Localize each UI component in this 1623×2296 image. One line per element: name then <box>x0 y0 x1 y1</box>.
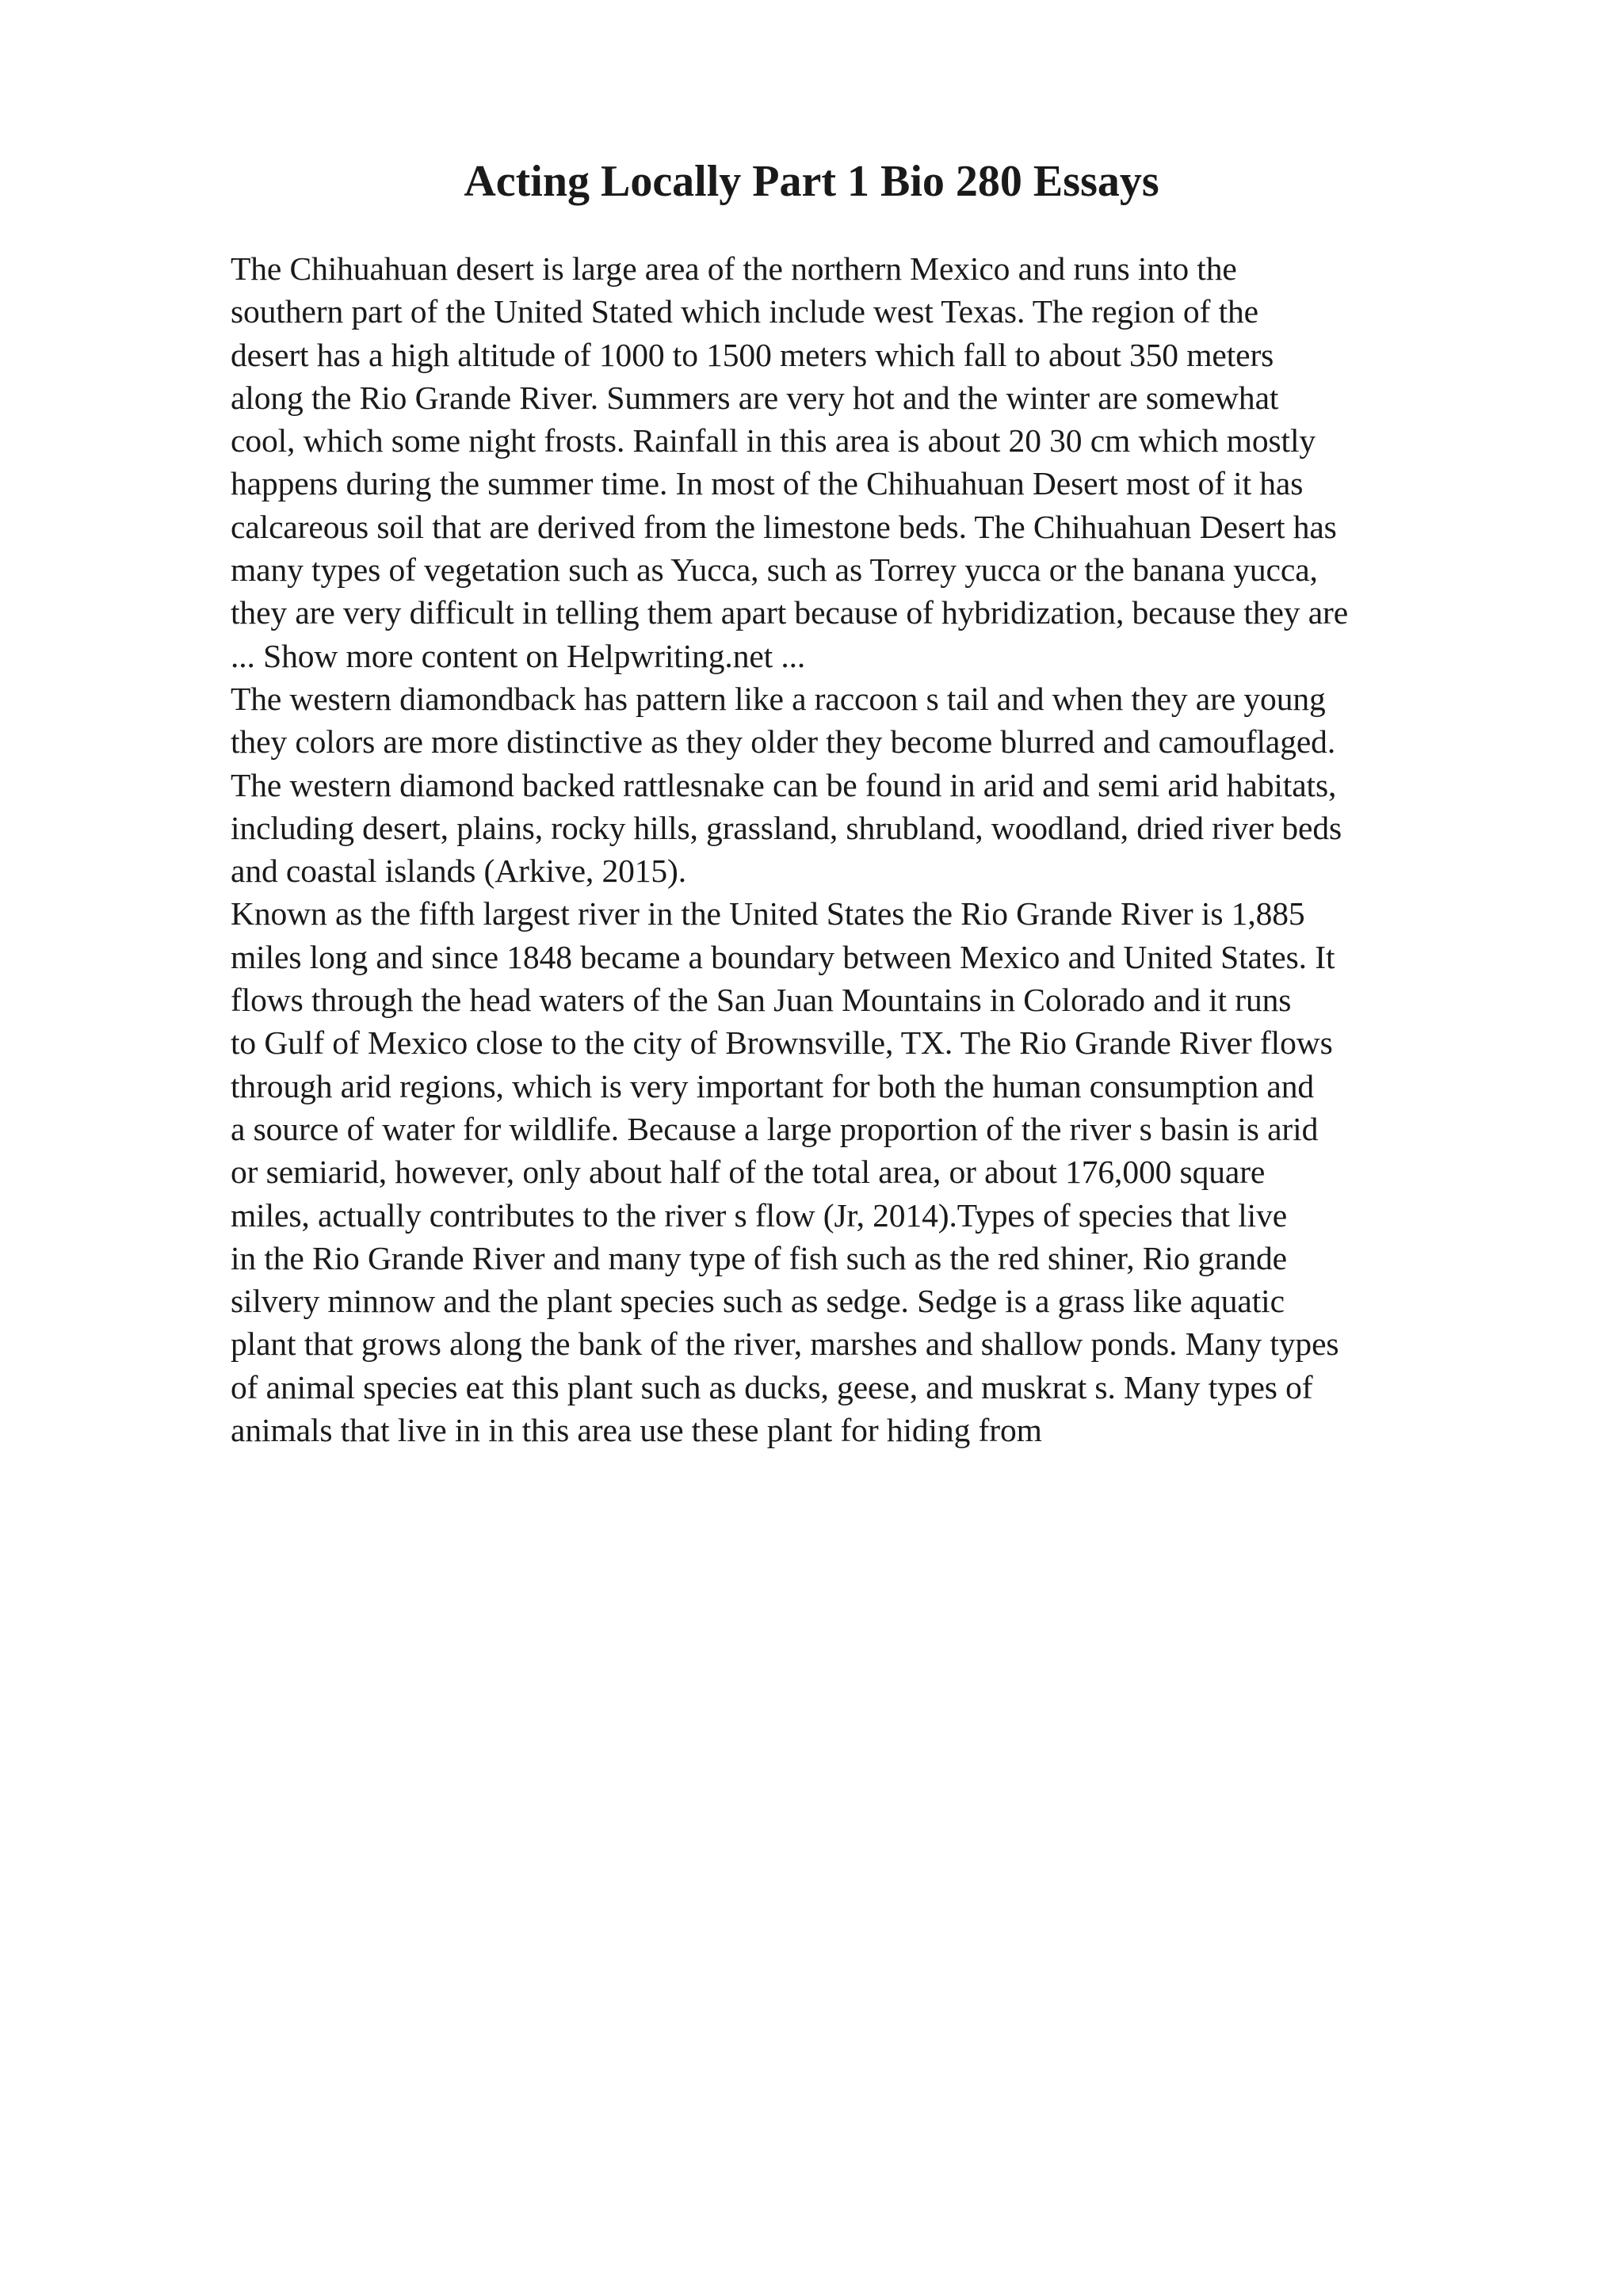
body-line: calcareous soil that are derived from the limestone beds. The Chihuahuan Desert has <box>231 508 1337 545</box>
body-line: miles, actually contributes to the river s flow (Jr, 2014).Types of species that live <box>231 1196 1288 1234</box>
body-line: or semiarid, however, only about half of the total area, or about 176,000 square <box>231 1154 1266 1191</box>
body-line: along the Rio Grande River. Summers are very hot and the winter are somewhat <box>231 379 1279 416</box>
body-line: they colors are more distinctive as they older they become blurred and camouflaged. <box>231 723 1336 761</box>
body-line: happens during the summer time. In most of the Chihuahuan Desert most of it has <box>231 465 1304 502</box>
document-title: Acting Locally Part 1 Bio 280 Essays <box>464 157 1159 206</box>
body-line: flows through the head waters of the San Juan Mountains in Colorado and it runs <box>231 982 1292 1019</box>
body-line: cool, which some night frosts. Rainfall in this area is about 20 30 cm which mostly <box>231 422 1316 460</box>
body-line: The Chihuahuan desert is large area of the northern Mexico and runs into the <box>231 250 1237 287</box>
body-line: silvery minnow and the plant species such as sedge. Sedge is a grass like aquatic <box>231 1283 1285 1320</box>
body-line: and coastal islands (Arkive, 2015). <box>231 852 687 890</box>
body-line: miles long and since 1848 became a boundary between Mexico and United States. It <box>231 938 1335 975</box>
body-line: animals that live in in this area use these plant for hiding from <box>231 1412 1042 1449</box>
body-line: plant that grows along the bank of the river, marshes and shallow ponds. Many types <box>231 1325 1339 1363</box>
body-line: a source of water for wildlife. Because a large proportion of the river s basin is arid <box>231 1110 1319 1147</box>
body-line: southern part of the United Stated which include west Texas. The region of the <box>231 293 1258 330</box>
body-line: of animal species eat this plant such as ducks, geese, and muskrat s. Many types of <box>231 1368 1313 1405</box>
body-line: including desert, plains, rocky hills, grassland, shrubland, woodland, dried river beds <box>231 809 1342 846</box>
body-line: they are very difficult in telling them apart because of hybridization, because they are <box>231 594 1349 631</box>
body-line: in the Rio Grande River and many type of fish such as the red shiner, Rio grande <box>231 1239 1287 1276</box>
body-line: The western diamondback has pattern like a raccoon s tail and when they are young <box>231 680 1326 717</box>
body-line: to Gulf of Mexico close to the city of Brownsville, TX. The Rio Grande River flows <box>231 1024 1333 1062</box>
body-line: many types of vegetation such as Yucca, such as Torrey yucca or the banana yucca, <box>231 551 1318 589</box>
show-more-line: ... Show more content on Helpwriting.net ... <box>231 637 806 674</box>
body-line: The western diamond backed rattlesnake can be found in arid and semi arid habitats, <box>231 766 1337 803</box>
body-line: desert has a high altitude of 1000 to 1500 meters which fall to about 350 meters <box>231 336 1274 373</box>
document-body <box>231 247 1514 1451</box>
body-line: through arid regions, which is very important for both the human consumption and <box>231 1067 1315 1104</box>
body-line: Known as the fifth largest river in the United States the Rio Grande River is 1,885 <box>231 895 1305 933</box>
